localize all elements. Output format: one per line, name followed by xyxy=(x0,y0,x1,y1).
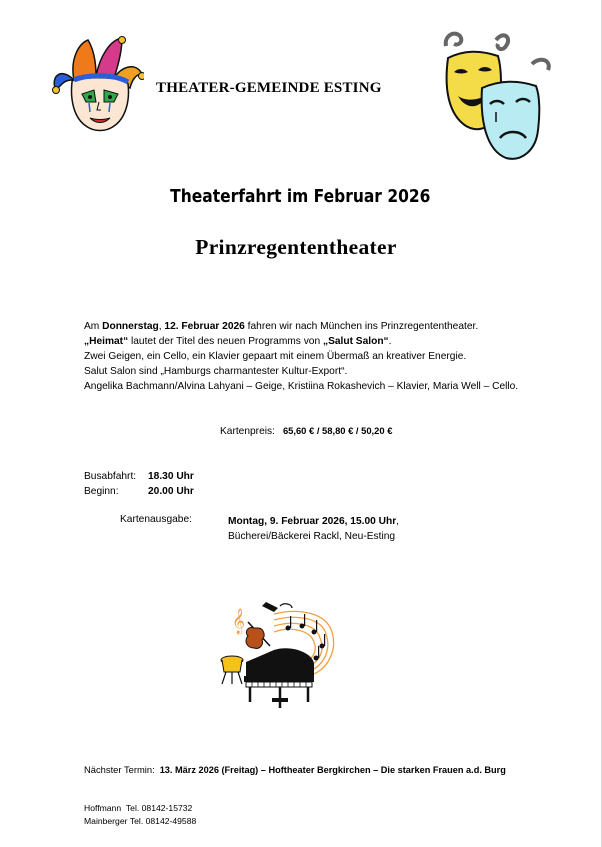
bus-departure-label: Busabfahrt: xyxy=(84,471,137,482)
schedule xyxy=(84,469,194,499)
organization-name: THEATER-GEMEINDE ESTING xyxy=(156,80,382,96)
event-title: Theaterfahrt im Februar 2026 xyxy=(170,186,431,207)
ticket-pickup-date: Montag, 9. Februar 2026, 15.00 Uhr xyxy=(228,516,397,527)
price-label: Kartenpreis: xyxy=(220,426,275,437)
description-line-2: „Heimat“ lautet der Titel des neuen Programms von „Salut Salon“. xyxy=(84,336,392,347)
description-line-5: Angelika Bachmann/Alvina Lahyani – Geige, Kristiina Rokashevich – Klavier, Maria Well – Cello. xyxy=(84,381,519,392)
theater-masks-icon xyxy=(440,30,556,164)
ticket-price xyxy=(220,425,392,437)
next-event-text: 13. März 2026 (Freitag) – Hoftheater Bergkirchen – Die starken Frauen a.d. Burg xyxy=(159,765,506,775)
jester-mask-icon xyxy=(52,36,144,134)
venue-title: Prinzregententheater xyxy=(195,235,397,259)
music-instruments-icon xyxy=(218,598,340,710)
start-label: Beginn: xyxy=(84,486,119,497)
svg-text:𝄞: 𝄞 xyxy=(232,609,246,634)
ticket-pickup-location: Bücherei/Bäckerei Rackl, Neu-Esting xyxy=(228,531,396,542)
description-line-4: Salut Salon sind „Hamburgs charmantester Kultur-Export“. xyxy=(84,366,348,377)
contact-row: Hoffmann Tel. 08142-15732 xyxy=(84,803,193,813)
ticket-pickup-details: Montag, 9. Februar 2026, 15.00 Uhr, Bücherei/Bäckerei Rackl, Neu-Esting xyxy=(228,516,399,542)
description-line-1: Am Donnerstag, 12. Februar 2026 fahren wir nach München ins Prinzregententheater. xyxy=(84,321,479,332)
bus-departure-time: 18.30 Uhr xyxy=(148,471,194,482)
next-event-label: Nächster Termin: xyxy=(84,764,155,775)
description-line-3: Zwei Geigen, ein Cello, ein Klavier gepaart mit einem Übermaß an kreativer Energie. xyxy=(84,351,467,362)
next-event xyxy=(84,764,506,775)
start-time: 20.00 Uhr xyxy=(148,486,194,497)
contacts xyxy=(84,802,196,828)
ticket-pickup-label: Kartenausgabe: xyxy=(120,514,192,525)
event-description xyxy=(84,319,518,394)
contact-row: Mainberger Tel. 08142-49588 xyxy=(84,816,197,826)
price-value: 65,60 € / 58,80 € / 50,20 € xyxy=(282,425,393,436)
